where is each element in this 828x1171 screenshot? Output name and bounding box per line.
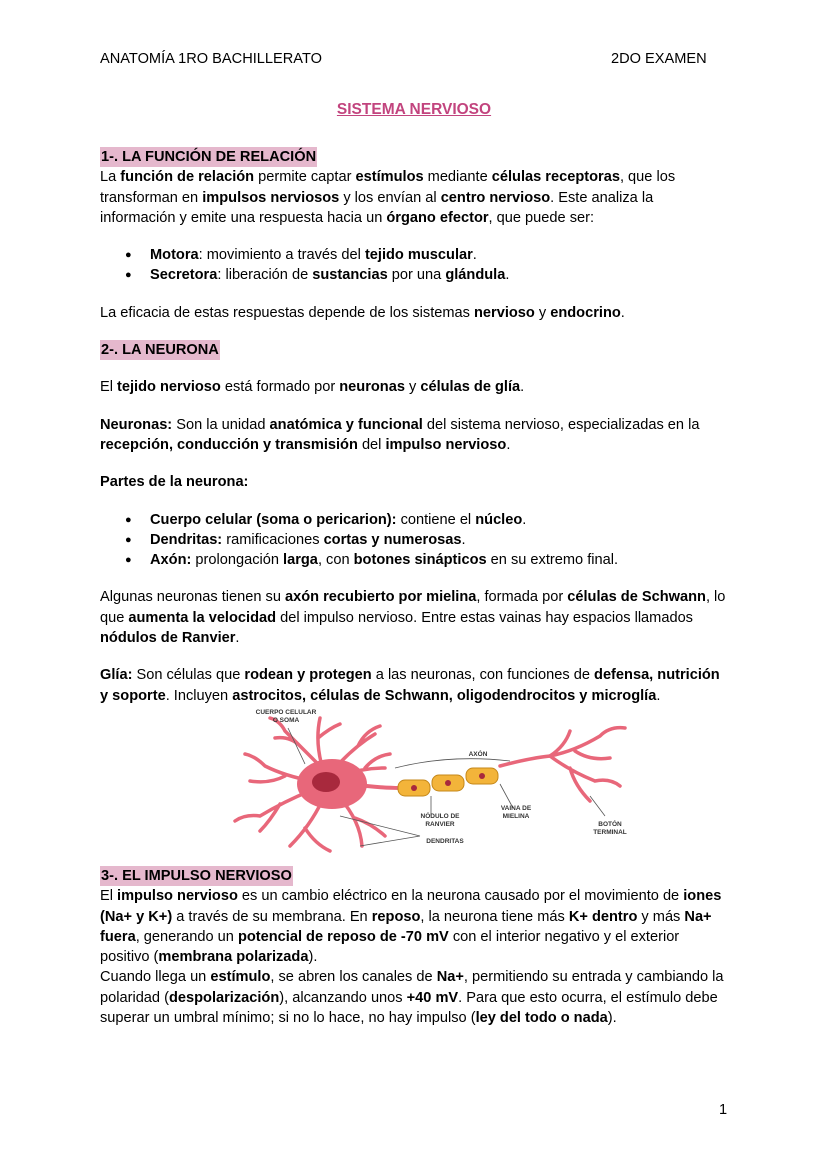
neuron-illustration (100, 706, 730, 866)
paragraph-funcion-relacion: La función de relación permite captar estímulos mediante células receptoras, que los transforman en impulsos nerviosos y los envían al centro nervioso. Este analiza la información y emite una respuesta hacia un órgano efector, que puede ser: (100, 169, 676, 226)
list-item-dendritas: ● Dendritas: ramificaciones cortas y numerosas. (100, 530, 730, 550)
list-respuestas (100, 245, 730, 286)
paragraph-tejido-nervioso: El tejido nervioso está formado por neuronas y células de glía. (100, 379, 525, 396)
paragraph-mielina: Algunas neuronas tienen su axón recubierto por mielina, formada por células de Schwann, lo que aumenta la velocidad del impulso nervioso. Entre estas vainas hay espacios llamados nódulos de Ranvier. (100, 589, 726, 647)
label-dendritas: DENDRITAS (426, 837, 464, 845)
list-item-motora: ● Motora: movimiento a través del tejido muscular. (100, 245, 730, 265)
document-body (100, 147, 730, 1028)
list-partes-neurona (100, 510, 730, 571)
paragraph-neuronas: Neuronas: Son la unidad anatómica y funcional del sistema nervioso, especializadas en la recepción, conducción y transmisión del impulso nervioso. (100, 416, 700, 453)
header-exam: 2DO EXAMEN (611, 51, 707, 67)
label-nodulo-1: NÓDULO DE (420, 812, 460, 820)
page-number: 1 (719, 1102, 728, 1118)
section-heading-3: 3-. EL IMPULSO NERVIOSO (100, 866, 293, 886)
label-vaina-2: MIELINA (502, 812, 530, 820)
list-item-axon: ● Axón: prolongación larga, con botones sinápticos en su extremo final. (100, 550, 730, 570)
label-axon: AXÓN (468, 750, 488, 758)
nucleus-shape (312, 772, 340, 792)
label-soma-2: O SOMA (272, 716, 300, 724)
paragraph-impulso: El impulso nervioso es un cambio eléctrico en la neurona causado por el movimiento de iones (Na+ y K+) a través de su membrana. En reposo, la neurona tiene más K+ dentro y más Na+ fuera, generando un potencial de reposo de -70 mV con el interior negativo y el exterior positivo (membrana polarizada). (100, 888, 722, 966)
paragraph-eficacia: La eficacia de estas respuestas depende de los sistemas nervioso y endocrino. (100, 304, 625, 321)
list-item-cuerpo: ● Cuerpo celular (soma o pericarion): contiene el núcleo. (100, 510, 730, 530)
page-title: SISTEMA NERVIOSO (336, 101, 492, 118)
neuron-diagram (100, 706, 730, 866)
section-heading-2: 2-. LA NEURONA (100, 340, 220, 360)
label-boton-2: TERMINAL (593, 828, 627, 836)
label-soma-1: CUERPO CELULAR (255, 708, 317, 716)
paragraph-estimulo: Cuando llega un estímulo, se abren los canales de Na+, permitiendo su entrada y cambiando la polaridad (despolarización), alcanzando unos +40 mV. Para que esto ocurra, el estímulo debe superar un umbral mínimo; si no lo hace, no hay impulso (ley del todo o nada). (100, 969, 724, 1027)
label-nodulo-2: RANVIER (425, 820, 455, 828)
label-boton-1: BOTÓN (598, 820, 622, 828)
list-item-secretora: ● Secretora: liberación de sustancias por una glándula. (100, 265, 730, 285)
section-heading-1: 1-. LA FUNCIÓN DE RELACIÓN (100, 147, 317, 167)
paragraph-partes-title: Partes de la neurona: (100, 474, 249, 491)
header-course: ANATOMÍA 1RO BACHILLERATO (100, 51, 322, 67)
label-vaina-1: VAINA DE (500, 804, 532, 812)
paragraph-glia: Glía: Son células que rodean y protegen a las neuronas, con funciones de defensa, nutrición y soporte. Incluyen astrocitos, células de Schwann, oligodendrocitos y microglía. (100, 667, 720, 704)
